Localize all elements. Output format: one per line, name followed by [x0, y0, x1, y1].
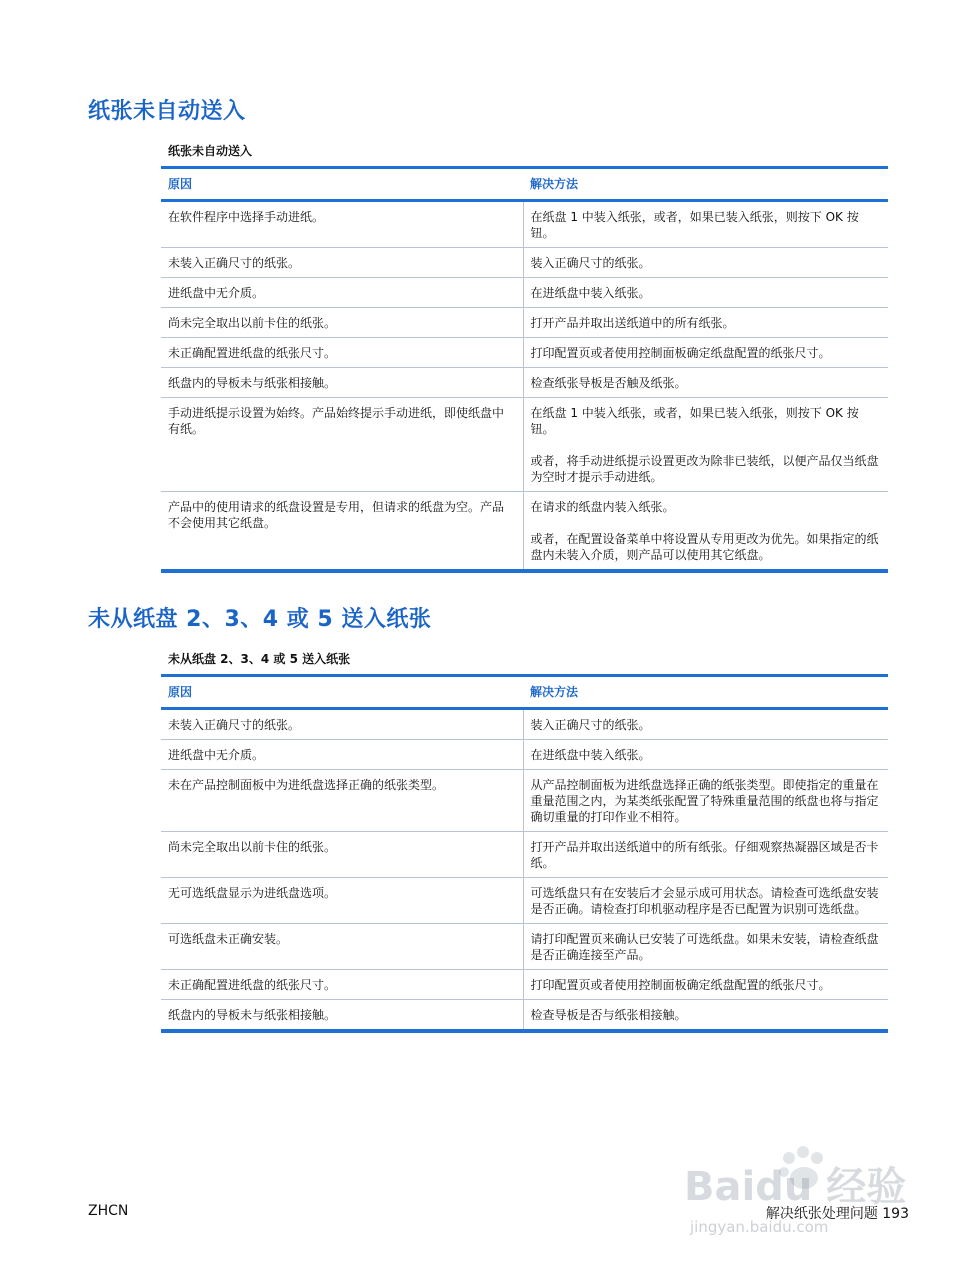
cause-text: 进纸盘中无介质。 [168, 748, 265, 762]
cause-cell [161, 248, 523, 278]
solution-text: 检查导板是否与纸张相接触。 [530, 1008, 687, 1022]
solution-text: 在纸盘 1 中装入纸张，或者，如果已装入纸张，则按下 OK 按钮。 [530, 406, 859, 436]
table-caption: 纸张未自动送入 [168, 144, 253, 158]
cause-cell [161, 740, 523, 770]
solution-text: 或者，将手动进纸提示设置更改为除非已装纸，以便产品仅当纸盘为空时才提示手动进纸。 [530, 454, 879, 484]
solution-text: 打印配置页或者使用控制面板确定纸盘配置的纸张尺寸。 [530, 978, 831, 992]
table-header-row [161, 168, 888, 201]
table-row [161, 924, 888, 970]
solution-cell [523, 770, 888, 832]
solution-cell [523, 368, 888, 398]
troubleshooting-table [161, 674, 888, 1033]
table-row [161, 308, 888, 338]
cause-cell [161, 878, 523, 924]
solution-text: 打印配置页或者使用控制面板确定纸盘配置的纸张尺寸。 [530, 346, 831, 360]
table-row [161, 832, 888, 878]
cause-text: 手动进纸提示设置为始终。产品始终提示手动进纸，即使纸盘中有纸。 [168, 406, 505, 436]
solution-text: 可选纸盘只有在安装后才会显示成可用状态。请检查可选纸盘安装是否正确。请检查打印机驱动程序是否已配置为识别可选纸盘。 [530, 886, 879, 916]
section-title: 未从纸盘 2、3、4 或 5 送入纸张 [88, 607, 432, 632]
solution-cell [523, 338, 888, 368]
cause-cell [161, 278, 523, 308]
cause-cell [161, 924, 523, 970]
cause-text: 进纸盘中无介质。 [168, 286, 265, 300]
column-header-solution: 解决方法 [530, 177, 579, 191]
solution-text: 在纸盘 1 中装入纸张，或者，如果已装入纸张，则按下 OK 按钮。 [530, 210, 859, 240]
table-row [161, 1000, 888, 1032]
cause-cell [161, 832, 523, 878]
table-row [161, 970, 888, 1000]
cause-text: 尚未完全取出以前卡住的纸张。 [168, 840, 337, 854]
cause-text: 纸盘内的导板未与纸张相接触。 [168, 1008, 337, 1022]
solution-cell [523, 1000, 888, 1032]
solution-text: 在进纸盘中装入纸张。 [530, 286, 651, 300]
cause-text: 未装入正确尺寸的纸张。 [168, 256, 301, 270]
cause-cell [161, 338, 523, 368]
solution-cell [523, 308, 888, 338]
cause-text: 纸盘内的导板未与纸张相接触。 [168, 376, 337, 390]
cause-cell [161, 398, 523, 492]
solution-text: 检查纸张导板是否触及纸张。 [530, 376, 687, 390]
table-row [161, 740, 888, 770]
solution-cell [523, 248, 888, 278]
watermark-url: jingyan.baidu.com [690, 1218, 829, 1236]
cause-text: 未装入正确尺寸的纸张。 [168, 718, 301, 732]
solution-text: 装入正确尺寸的纸张。 [530, 256, 651, 270]
troubleshooting-table [161, 166, 888, 573]
solution-text: 打开产品并取出送纸道中的所有纸张。 [530, 316, 735, 330]
solution-cell [523, 924, 888, 970]
solution-cell [523, 201, 888, 248]
cause-cell [161, 308, 523, 338]
table-row [161, 878, 888, 924]
baidu-jingyan-watermark [684, 1140, 914, 1240]
solution-cell [523, 832, 888, 878]
column-header-cause: 原因 [168, 177, 193, 191]
table-row [161, 492, 888, 572]
cause-text: 尚未完全取出以前卡住的纸张。 [168, 316, 337, 330]
solution-cell [523, 740, 888, 770]
solution-cell [523, 970, 888, 1000]
cause-text: 未在产品控制面板中为进纸盘选择正确的纸张类型。 [168, 778, 445, 792]
table-row [161, 770, 888, 832]
cause-cell [161, 368, 523, 398]
solution-text: 在请求的纸盘内装入纸张。 [530, 500, 675, 514]
solution-cell [523, 492, 888, 572]
column-header-solution: 解决方法 [530, 685, 579, 699]
table-row [161, 278, 888, 308]
table-row [161, 368, 888, 398]
cause-cell [161, 770, 523, 832]
solution-text: 打开产品并取出送纸道中的所有纸张。仔细观察热凝器区域是否卡纸。 [530, 840, 879, 870]
cause-cell [161, 201, 523, 248]
table-row [161, 338, 888, 368]
cause-text: 未正确配置进纸盘的纸张尺寸。 [168, 978, 337, 992]
footer-page-info: 解决纸张处理问题 193 [765, 1206, 909, 1222]
footer-locale: ZHCN [88, 1203, 129, 1219]
cause-text: 产品中的使用请求的纸盘设置是专用，但请求的纸盘为空。产品不会使用其它纸盘。 [168, 500, 505, 530]
cause-text: 未正确配置进纸盘的纸张尺寸。 [168, 346, 337, 360]
solution-cell [523, 278, 888, 308]
solution-text: 从产品控制面板为进纸盘选择正确的纸张类型。即使指定的重量在重量范围之内，为某类纸张配置了特殊重量范围的纸盘也将与指定确切重量的打印作业不相符。 [530, 778, 879, 824]
cause-cell [161, 492, 523, 572]
cause-cell [161, 709, 523, 740]
solution-text: 请打印配置页来确认已安装了可选纸盘。如果未安装，请检查纸盘是否正确连接至产品。 [530, 932, 879, 962]
solution-cell [523, 709, 888, 740]
solution-text: 装入正确尺寸的纸张。 [530, 718, 651, 732]
watermark-logo-text: Baidu 经验 [684, 1164, 907, 1210]
table-row [161, 709, 888, 740]
cause-text: 无可选纸盘显示为进纸盘选项。 [168, 886, 337, 900]
table-row [161, 201, 888, 248]
table-header-row [161, 676, 888, 709]
cause-text: 在软件程序中选择手动进纸。 [168, 210, 325, 224]
table-caption: 未从纸盘 2、3、4 或 5 送入纸张 [168, 652, 351, 666]
column-header-cause: 原因 [168, 685, 193, 699]
cause-text: 可选纸盘未正确安装。 [168, 932, 289, 946]
cause-cell [161, 1000, 523, 1032]
solution-text: 或者，在配置设备菜单中将设置从专用更改为优先。如果指定的纸盘内未装入介质，则产品可以使用其它纸盘。 [530, 532, 879, 562]
table-row [161, 248, 888, 278]
table-row [161, 398, 888, 492]
solution-cell [523, 398, 888, 492]
solution-cell [523, 878, 888, 924]
section-title: 纸张未自动送入 [88, 99, 246, 124]
cause-cell [161, 970, 523, 1000]
solution-text: 在进纸盘中装入纸张。 [530, 748, 651, 762]
